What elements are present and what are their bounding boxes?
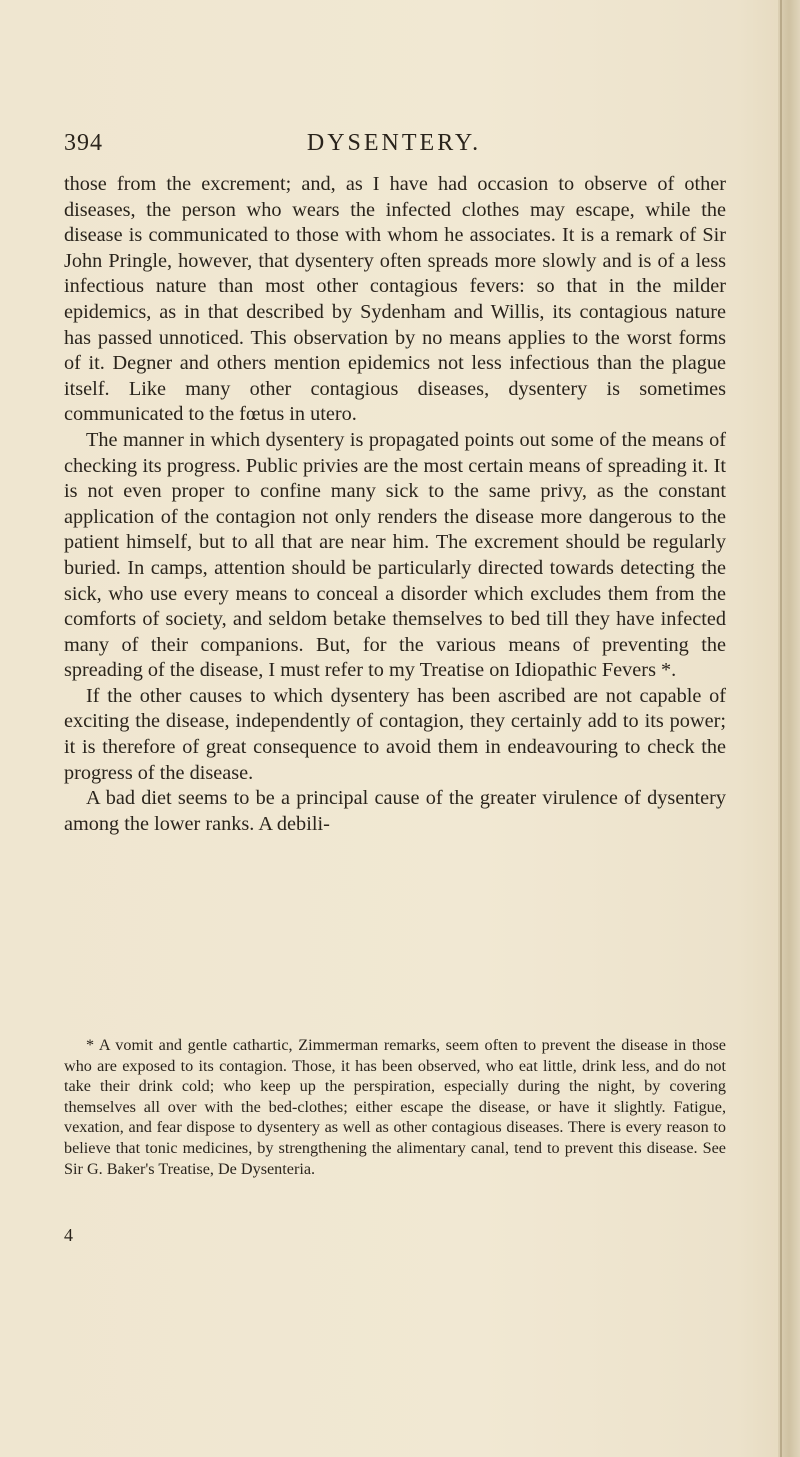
main-text [64,172,726,837]
signature-mark: 4 [64,1225,73,1245]
paragraph-3: If the other causes to which dysentery has been ascribed are not capable of exciting the disease, independently of contagion, they certainly add to its power; it is therefore of great consequence to avoid them in endeavouring to check the progress of the disease. [64,684,726,784]
paragraph-1: those from the excrement; and, as I have had occasion to observe of other diseases, the person who wears the infected clothes may escape, while the disease is communicated to those with whom he associates. It is a remark of Sir John Pringle, however, that dysentery often spreads more slowly and is of a less infectious nature than most other contagious fevers: so that in the milder epidemics, as in that described by Sydenham and Willis, its contagious nature has passed unnoticed. This observation by no means applies to the worst forms of it. Degner and others mention epidemics not less infectious than the plague itself. Like many other contagious diseases, dysentery is sometimes communicated to the fœtus in utero. [64,173,726,426]
paragraph-4: A bad diet seems to be a principal cause of the greater virulence of dysentery among the lower ranks. A debili- [64,787,726,835]
footnote [64,1035,726,1179]
running-title: DYSENTERY. [306,130,482,156]
page-number: 394 [64,130,103,156]
page-edge-line [780,0,782,1457]
page-header [64,130,724,170]
footnote-text: * A vomit and gentle cathartic, Zimmerman remarks, seem often to prevent the disease in those who are exposed to its contagion. Those, it has been observed, who eat little, drink less, and do not take their drink cold; who keep up the perspiration, especially during the night, by covering themselves all over with the bed-clothes; either escape the disease, or have it slightly. Fatigue, vexation, and fear dispose to dysentery as well as other contagious diseases. There is every reason to believe that tonic medicines, by strengthening the alimentary canal, tend to prevent this disease. See Sir G. Baker's Treatise, De Dysenteria. [64,1036,726,1178]
paragraph-2: The manner in which dysentery is propagated points out some of the means of checking its progress. Public privies are the most certain means of spreading it. It is not even proper to confine many sick to the same privy, as the constant application of the contagion not only renders the disease more dangerous to the patient himself, but to all that are near him. The excrement should be regularly buried. In camps, attention should be particularly directed towards detecting the sick, who use every means to conceal a disorder which excludes them from the comforts of society, and seldom betake themselves to bed till they have infected many of their companions. But, for the various means of preventing the spreading of the disease, I must refer to my Treatise on Idiopathic Fevers *. [64,428,726,682]
